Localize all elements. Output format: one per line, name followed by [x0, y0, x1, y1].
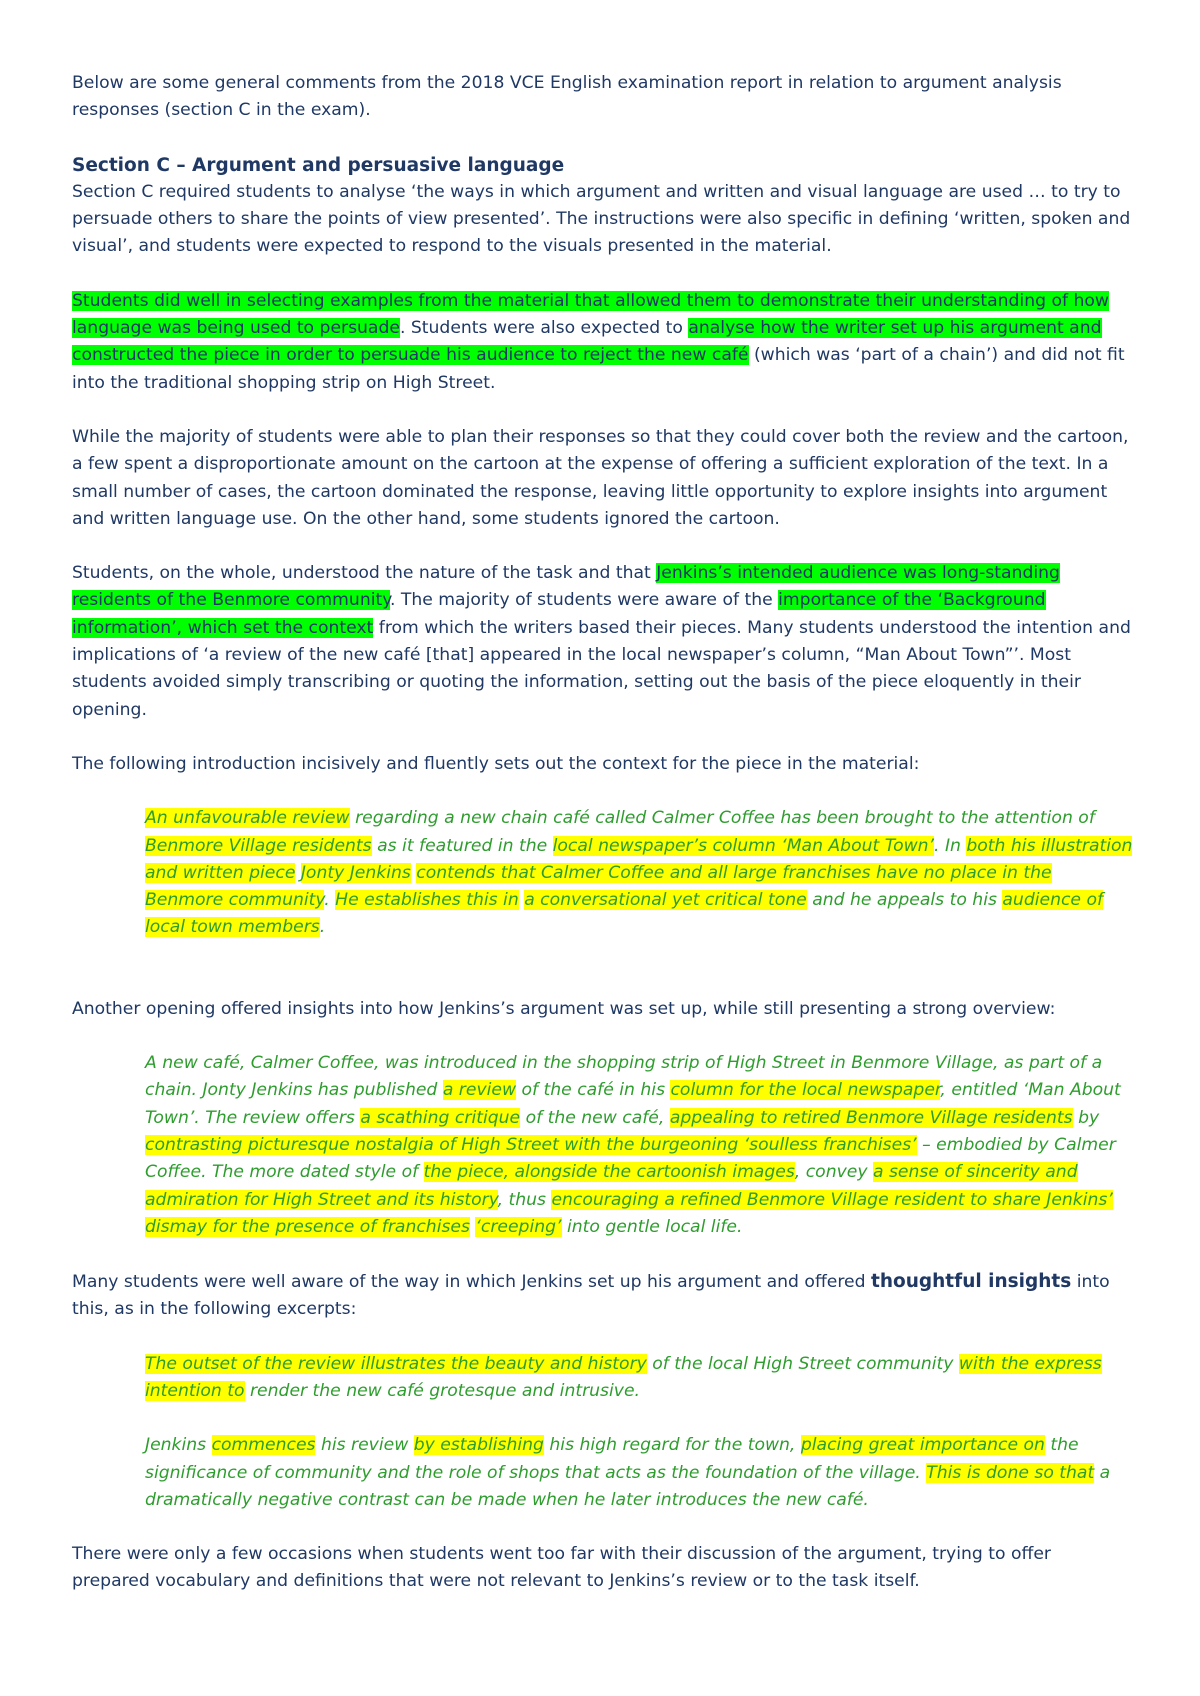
- text-run: a dramatically negative contrast can be made when he later introduces the new café.: [145, 1462, 1111, 1510]
- text-run: .: [324, 890, 336, 911]
- text-run: of the café in his: [516, 1080, 671, 1101]
- section-body: Section C required students to analyse ‘the ways in which argument and written and visual language are used … to try to persuade others to share the points of view presented’. The instructions were also specific in defining ‘written, spoken and visual’, and students were expected to respond to the visuals presented in the material.: [72, 181, 1131, 257]
- highlight-yellow: a scathing critique: [360, 1107, 521, 1128]
- highlight-green: analyse how the writer set up his argument and constructed the piece in order to persuade his audience to reject the new café: [72, 318, 1102, 366]
- highlight-yellow: Benmore Village residents: [145, 835, 372, 856]
- highlight-yellow: commences: [211, 1435, 316, 1456]
- highlight-yellow: contends that Calmer Coffee and all large franchises have no place in the Benmore community: [145, 862, 1052, 911]
- paragraph-another-opening: Another opening offered insights into how Jenkins’s argument was set up, while still presenting a strong overview:: [72, 998, 1056, 1019]
- text-run: , entitled ‘Man About Town’. The review offers: [145, 1080, 1121, 1128]
- highlight-yellow: a conversational yet critical tone: [524, 890, 807, 911]
- paragraph-selecting-examples: [72, 288, 1132, 397]
- text-run: and he appeals to his: [806, 890, 1003, 911]
- paragraph-too-far: There were only a few occasions when students went too far with their discussion of the argument, trying to offer prepared vocabulary and definitions that were not relevant to Jenkins’s review or to the task itself.: [72, 1544, 1051, 1592]
- highlight-yellow: This is done so that: [926, 1462, 1095, 1483]
- text-run: , thus: [497, 1189, 552, 1210]
- highlight-yellow: column for the local newspaper: [670, 1080, 941, 1101]
- text-run: of the new café,: [520, 1107, 670, 1128]
- highlight-yellow: Jonty Jenkins: [300, 862, 411, 883]
- text-run: of the local High Street community: [646, 1353, 959, 1374]
- text-run: by: [1072, 1107, 1100, 1128]
- text-run: render the new café grotesque and intrusive.: [244, 1380, 640, 1401]
- highlight-yellow: ‘creeping’: [475, 1216, 562, 1237]
- section-heading: Section C – Argument and persuasive language: [72, 154, 565, 176]
- highlight-yellow: the piece, alongside the cartoonish images: [423, 1162, 795, 1183]
- text-run: (which was ‘part of a chain’) and did not fit into the traditional shopping strip on High Street.: [72, 345, 1125, 393]
- highlight-yellow: local newspaper’s column ‘Man About Town’: [552, 835, 935, 856]
- highlight-yellow: with the express intention to: [145, 1353, 1102, 1401]
- highlight-yellow: a review: [442, 1080, 517, 1101]
- text-run: from which the writers based their pieces. Many students understood the intention and implications of ‘a review of the new café [that] appeared in the local newspaper’s column, “Man About Town”’. Most students avoided simply transcribing or quoting the information, setting out the basis of the piece eloquently in their opening.: [72, 617, 1131, 720]
- text-run: regarding a new chain café called Calmer Coffee has been brought to the attention of: [349, 808, 1095, 829]
- highlight-green: Jenkins’s intended audience was long-standing residents of the Benmore community: [72, 563, 1060, 611]
- text-run: .: [319, 917, 326, 938]
- highlight-yellow: audience of local town members: [145, 890, 1104, 938]
- document-page: [72, 70, 1132, 1596]
- text-run: as it featured in the: [371, 835, 553, 856]
- bold-phrase: thoughtful insights: [871, 1271, 1072, 1293]
- intro-paragraph: Below are some general comments from the 2018 VCE English examination report in relation to argument analysis responses (section C in the exam).: [72, 73, 1062, 121]
- text-run: , convey: [794, 1162, 873, 1183]
- highlight-yellow: a sense of sincerity and admiration for High Street and its history: [145, 1162, 1078, 1210]
- quote-introduction-example: [145, 805, 1135, 941]
- paragraph-introduction-lead: The following introduction incisively and fluently sets out the context for the piece in the material:: [72, 753, 920, 774]
- text-run: Many students were well aware of the way in which Jenkins set up his argument and offered: [72, 1272, 871, 1293]
- text-run: into this, as in the following excerpts:: [72, 1272, 1110, 1320]
- text-run: the significance of community and the role of shops that acts as the foundation of the village.: [145, 1435, 1079, 1483]
- highlight-yellow: contrasting picturesque nostalgia of High Street with the burgeoning ‘soulless franchises’: [145, 1134, 917, 1155]
- highlight-yellow: He establishes this in: [335, 890, 519, 911]
- highlight-green: Students did well in selecting examples from the material that allowed them to demonstrate their understanding of how language was being used to persuade: [72, 290, 1109, 339]
- highlight-green: importance of the ‘Background information’, which set the context: [72, 590, 1046, 638]
- quote-opening-example: [145, 1050, 1135, 1241]
- text-run: Jenkins: [145, 1435, 212, 1456]
- highlight-yellow: both his illustration and written piece: [145, 835, 1133, 883]
- paragraph-thoughtful-insights: [72, 1268, 1132, 1324]
- text-run: Students, on the whole, understood the nature of the task and that: [72, 563, 657, 584]
- text-run: into gentle local life.: [561, 1216, 743, 1237]
- text-run: his high regard for the town,: [543, 1435, 801, 1456]
- paragraph-nature-of-task: [72, 560, 1132, 724]
- text-run: . In: [934, 835, 967, 856]
- text-run: his review: [315, 1435, 414, 1456]
- highlight-yellow: An unfavourable review: [145, 808, 350, 829]
- highlight-yellow: placing great importance on: [800, 1435, 1045, 1456]
- highlight-yellow: by establishing: [413, 1435, 544, 1456]
- highlight-yellow: encouraging a refined Benmore Village resident to share Jenkins’ dismay for the presence of franchises: [145, 1189, 1113, 1237]
- quote-excerpt-commences: [145, 1432, 1135, 1514]
- text-run: . Students were also expected to: [399, 318, 689, 339]
- highlight-yellow: The outset of the review illustrates the beauty and history: [145, 1353, 647, 1374]
- text-run: A new café, Calmer Coffee, was introduced in the shopping strip of High Street in Benmore Village, as part of a chain. Jonty Jenkins has published: [145, 1053, 1103, 1101]
- highlight-yellow: appealing to retired Benmore Village residents: [669, 1107, 1073, 1128]
- paragraph-planning-responses: While the majority of students were able to plan their responses so that they could cover both the review and the cartoon, a few spent a disproportionate amount on the cartoon at the expense of offering a sufficient exploration of the text. In a small number of cases, the cartoon dominated the response, leaving little opportunity to explore insights into argument and written language use. On the other hand, some students ignored the cartoon.: [72, 426, 1129, 529]
- text-run: – embodied by Calmer Coffee. The more dated style of: [145, 1134, 1116, 1183]
- text-run: . The majority of students were aware of the: [389, 590, 779, 611]
- quote-excerpt-outset: [145, 1351, 1135, 1406]
